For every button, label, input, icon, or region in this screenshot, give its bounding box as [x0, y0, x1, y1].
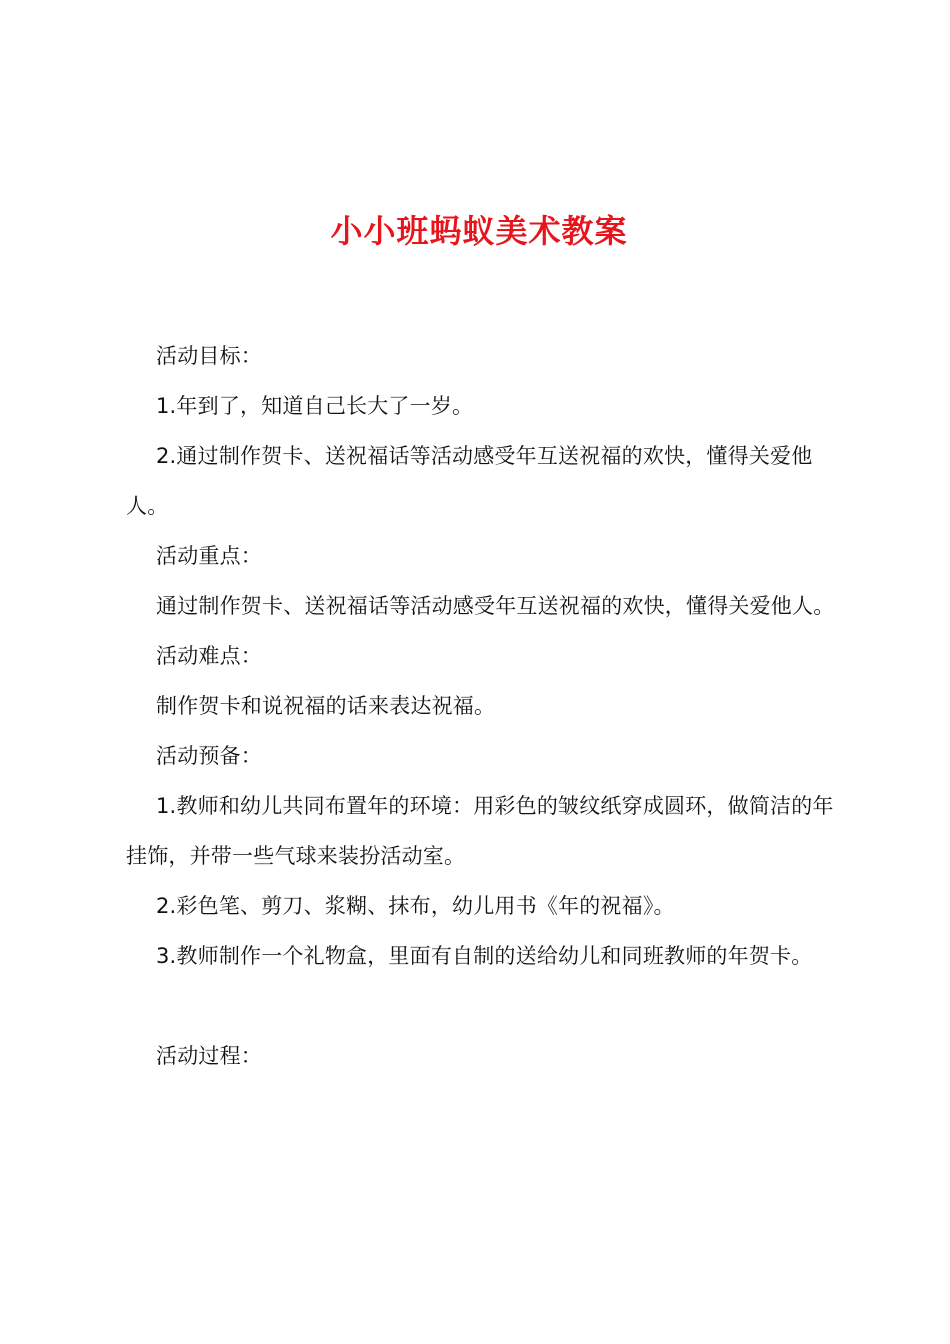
paragraph-difficulty: 制作贺卡和说祝福的话来表达祝福。 — [156, 694, 496, 718]
section-heading-difficulty: 活动难点： — [156, 644, 262, 668]
section-heading-process: 活动过程： — [156, 1044, 262, 1068]
paragraph-preparation-3: 3.教师制作一个礼物盒，里面有自制的送给幼儿和同班教师的年贺卡。 — [156, 944, 813, 968]
paragraph-focus: 通过制作贺卡、送祝福话等活动感受年互送祝福的欢快，懂得关爱他人。 — [156, 594, 835, 618]
paragraph-preparation-1: 1.教师和幼儿共同布置年的环境：用彩色的皱纹纸穿成圆环，做简洁的年挂饰，并带一些气球来装扮活动室。 — [126, 794, 834, 868]
paragraph-goal-2: 2.通过制作贺卡、送祝福话等活动感受年互送祝福的欢快，懂得关爱他人。 — [126, 444, 813, 518]
section-heading-preparation: 活动预备： — [156, 744, 262, 768]
document-title: 小小班蚂蚁美术教案 — [330, 212, 628, 250]
document-body — [126, 331, 846, 1081]
section-heading-focus: 活动重点： — [156, 544, 262, 568]
paragraph-goal-1: 1.年到了，知道自己长大了一岁。 — [156, 394, 474, 418]
paragraph-spacer — [126, 981, 846, 1031]
section-heading-goals: 活动目标： — [156, 344, 262, 368]
paragraph-preparation-2: 2.彩色笔、剪刀、浆糊、抹布，幼儿用书《年的祝福》。 — [156, 894, 675, 918]
